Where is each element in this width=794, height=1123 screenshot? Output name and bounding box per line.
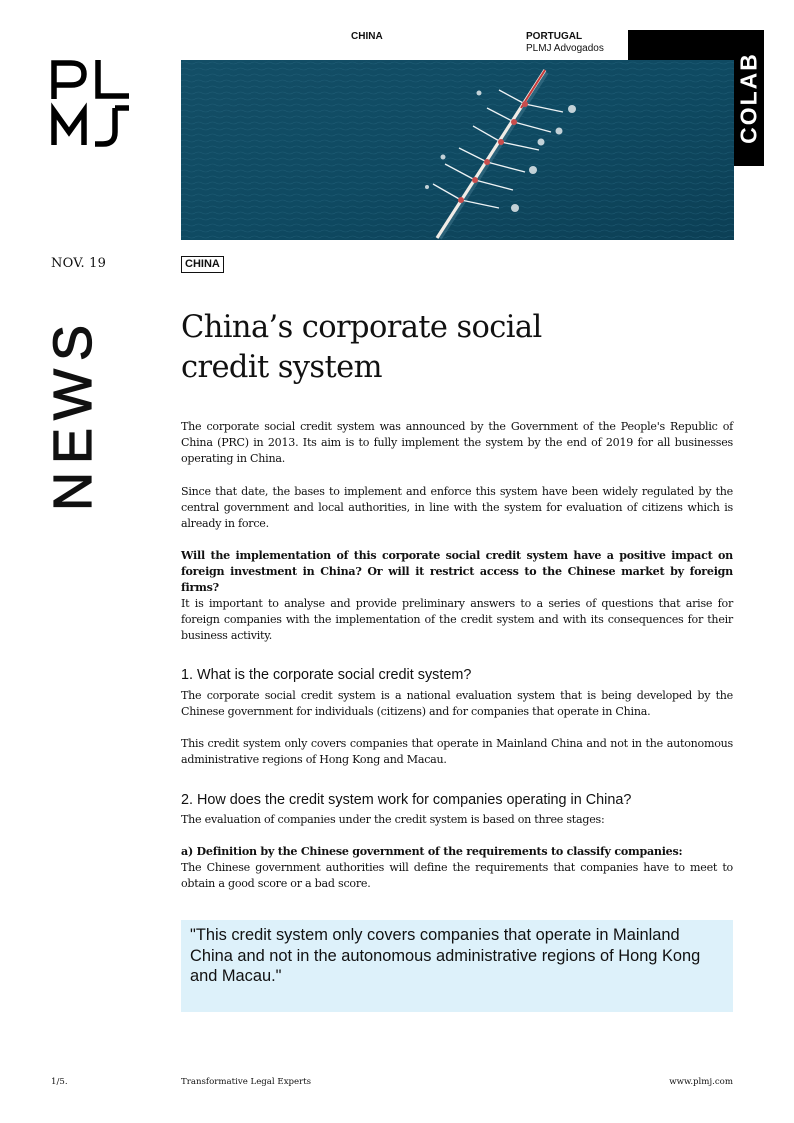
section-label <box>45 318 101 510</box>
paragraph-definition: The corporate social credit system is a national evaluation system that is being developed by the Chinese government for individuals (citizens) and for companies that operate in China. <box>181 689 733 719</box>
pull-quote-text: "This credit system only covers companies that operate in Mainland China and not in the autonomous administrative regions of Hong Kong and Macau." <box>190 926 701 985</box>
header-portugal-title: PORTUGAL <box>526 31 583 42</box>
article-title-line-2: credit system <box>181 350 382 385</box>
paragraph-stage-a: The Chinese government authorities will define the requirements that companies have to meet to obtain a good score or a bad score. <box>181 861 733 891</box>
colab-label <box>734 30 764 166</box>
paragraph-stages: The evaluation of companies under the credit system is based on three stages: <box>181 813 605 826</box>
section-heading-1: 1. What is the corporate social credit system? <box>181 667 472 683</box>
pull-quote <box>181 920 733 1012</box>
plmj-logo <box>51 60 133 148</box>
header-portugal-subtitle: PLMJ Advogados <box>526 43 604 54</box>
category-tag: CHINA <box>181 256 224 273</box>
paragraph-coverage: This credit system only covers companies that operate in Mainland China and not in the autonomous administrative regions of Hong Kong and Macau. <box>181 737 733 767</box>
section-label-text: NEWS <box>43 317 103 511</box>
paragraph-intro: The corporate social credit system was announced by the Government of the People's Republic of China (PRC) in 2013. Its aim is to fully implement the system by the end of 2019 for all businesses operating in China. <box>181 420 733 466</box>
header-country-china: CHINA <box>351 31 383 42</box>
colab-band-top <box>628 30 734 60</box>
hero-image <box>181 60 734 240</box>
paragraph-regulation: Since that date, the bases to implement and enforce this system have been widely regulated by the central government and local authorities, in line with the system for evaluation of citizens which is already in force. <box>181 485 733 531</box>
paragraph-question: Will the implementation of this corporate social credit system have a positive impact on foreign investment in China? Or will it restrict access to the Chinese market by foreign firms? <box>181 549 733 595</box>
paragraph-analysis: It is important to analyse and provide preliminary answers to a series of questions that arise for foreign companies with the implementation of the credit system and with its consequences for their business activity. <box>181 597 733 643</box>
section-heading-2: 2. How does the credit system work for companies operating in China? <box>181 792 632 808</box>
article-title <box>181 308 701 388</box>
page-number: 1/5. <box>51 1077 68 1087</box>
paragraph-stage-a-heading: a) Definition by the Chinese government of the requirements to classify companies: <box>181 845 683 858</box>
footer-tagline: Transformative Legal Experts <box>181 1077 312 1087</box>
publication-date: NOV. 19 <box>51 256 107 271</box>
footer-url[interactable]: www.plmj.com <box>669 1077 733 1087</box>
colab-text: COLAB <box>735 52 762 144</box>
header-portugal <box>526 31 604 55</box>
article-title-line-1: China’s corporate social <box>181 310 542 345</box>
